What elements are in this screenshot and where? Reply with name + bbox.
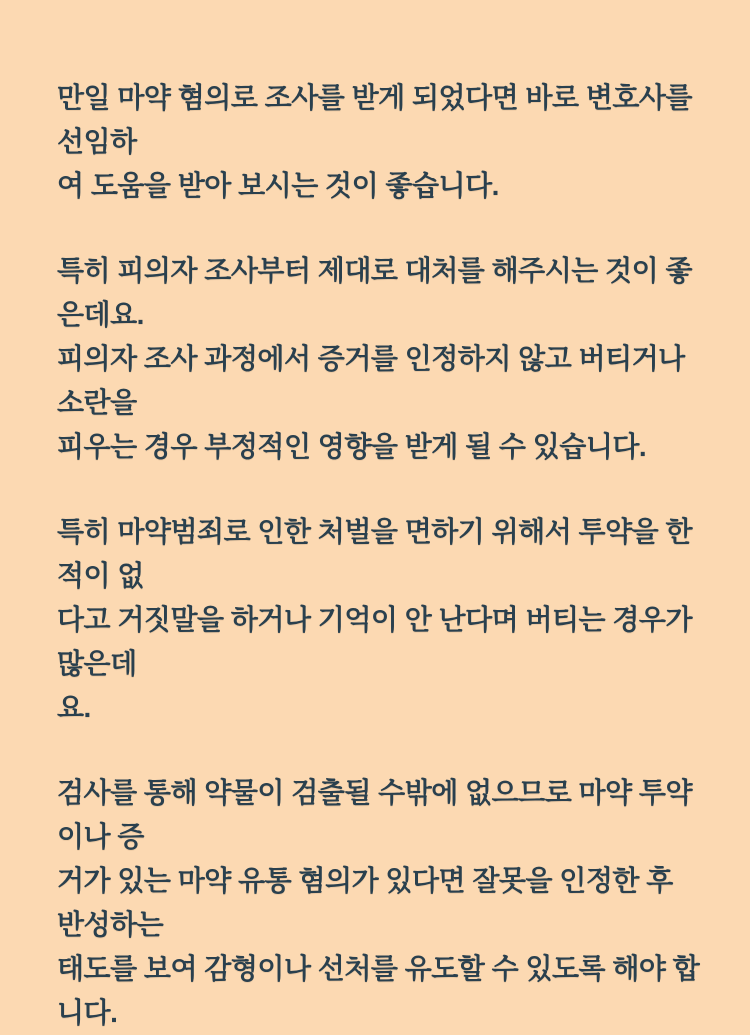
paragraph-denial <box>57 510 700 730</box>
paragraph-intro <box>57 76 700 208</box>
text-line: 검사를 통해 약물이 검출될 수밖에 없으므로 마약 투약이나 증 <box>57 777 693 852</box>
text-line: 피의자 조사 과정에서 증거를 인정하지 않고 버티거나 소란을 <box>57 343 685 418</box>
text-line: 여 도움을 받아 보시는 것이 좋습니다. <box>57 170 499 201</box>
paragraph-investigation <box>57 249 700 469</box>
text-line: 특히 마약범죄로 인한 처벌을 면하기 위해서 투약을 한 적이 없 <box>57 516 693 591</box>
text-line: 요. <box>57 692 91 723</box>
text-line: 만일 마약 혐의로 조사를 받게 되었다면 바로 변호사를 선임하 <box>57 82 693 157</box>
text-line: 거가 있는 마약 유통 혐의가 있다면 잘못을 인정한 후 반성하는 <box>57 865 673 940</box>
text-line: 태도를 보여 감형이나 선처를 유도할 수 있도록 해야 합니다. <box>57 953 700 1028</box>
text-line: 피우는 경우 부정적인 영향을 받게 될 수 있습니다. <box>57 431 647 462</box>
paragraph-advice <box>57 771 700 1035</box>
text-line: 다고 거짓말을 하거나 기억이 안 난다며 버티는 경우가 많은데 <box>57 604 693 679</box>
text-line: 특히 피의자 조사부터 제대로 대처를 해주시는 것이 좋은데요. <box>57 255 693 330</box>
